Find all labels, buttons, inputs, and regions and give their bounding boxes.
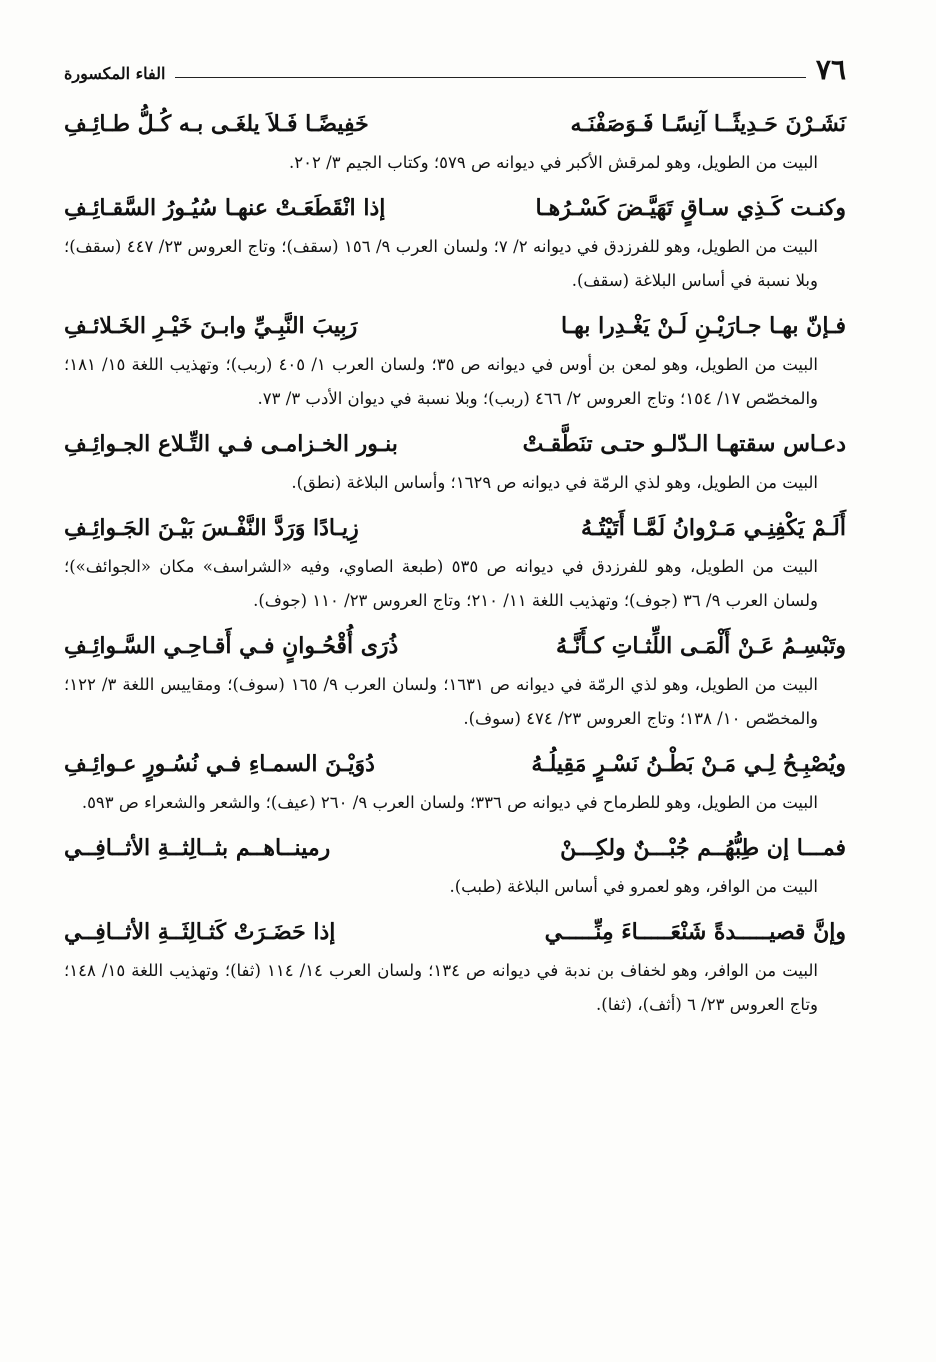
verse-entry <box>64 422 846 500</box>
verse-entry <box>64 186 846 298</box>
verse-second-hemistich: رمينــاهــم بثــالِثــةِ الأثــافِــي <box>64 835 331 861</box>
verse-first-hemistich: وتَبْسِـمُ عَـنْ أَلْمَـى اللِّثـاتِ كـأَنَّـهُ <box>556 633 846 659</box>
verse-second-hemistich: رَبِيبَ النَّبِـيِّ وابـنَ خَيْـرِ الخَـلائـفِ <box>64 313 358 339</box>
verse-line <box>64 304 846 348</box>
verse-first-hemistich: فمـــا إن طِبُّهُــم جُبْـــنٌ ولكِـــنْ <box>560 835 846 861</box>
verse-first-hemistich: وكنـت كَـذِي سـاقٍ تَهَيَّـضَ كَسْـرُهـا <box>535 195 846 221</box>
verse-line <box>64 102 846 146</box>
verse-first-hemistich: ويُصْبِـحُ لِـي مَـنْ بَطْـنُ نَسْـرٍ مَقِيلُـهُ <box>531 751 846 777</box>
verse-line <box>64 826 846 870</box>
verse-second-hemistich: بنـور الخـزامـى فـي التِّـلاع الجـوائِـفِ <box>64 431 398 457</box>
verse-line <box>64 186 846 230</box>
verse-entry <box>64 624 846 736</box>
verse-line <box>64 910 846 954</box>
verse-line <box>64 624 846 668</box>
verse-note: البيت من الطويل، وهو للطرماح في ديوانه ص ٣٣٦؛ ولسان العرب ٩/ ٢٦٠ (عيف)؛ والشعر والشعراء ص ٥٩٣. <box>81 793 818 812</box>
verse-first-hemistich: نَشَـرْنَ حَـدِيثًــا آنِسًـا فَـوَصَفْنَـه <box>570 111 846 137</box>
verse-note: البيت من الوافر، وهو لخفاف بن ندبة في ديوانه ص ١٣٤؛ ولسان العرب ١٤/ ١١٤ (ثفا)؛ وتهذيب اللغة ١٥/ ١٤٨؛ وتاج العروس ٢٣/ ٦ (أثف)، (ثفا). <box>64 961 818 1014</box>
verse-entry <box>64 910 846 1022</box>
verse-line <box>64 506 846 550</box>
verse-entry <box>64 102 846 180</box>
verse-entry <box>64 506 846 618</box>
verse-note: البيت من الطويل، وهو للفرزدق في ديوانه ٢/ ٧؛ ولسان العرب ٩/ ١٥٦ (سقف)؛ وتاج العروس ٢٣/ ٤٤٧ (سقف)؛ وبلا نسبة في أساس البلاغة (سقف). <box>64 237 818 290</box>
header-rule <box>175 77 805 78</box>
verse-first-hemistich: دعـاس سقتهـا الـدّلـو حتـى تنَطَّقـتْ <box>522 431 846 457</box>
verse-first-hemistich: وإنَّ قصيـــــدةً شَنْعَـــــاءَ مِنِّـــــي <box>544 919 846 945</box>
verse-first-hemistich: فـإنّ بهـا جـارَيْـنِ لَـنْ يَغْـدِرا بهـا <box>561 313 846 339</box>
verse-note: البيت من الطويل، وهو لذي الرمّة في ديوانه ص ١٦٢٩؛ وأساس البلاغة (نطق). <box>291 473 818 492</box>
verse-note: البيت من الطويل، وهو لمرقش الأكبر في ديوانه ص ٥٧٩؛ وكتاب الجيم ٣/ ٢٠٢. <box>289 153 818 172</box>
verse-second-hemistich: زِيـادًا وَرَدَّ النَّفْـسَ بَيْـنَ الجَـوائِـفِ <box>64 515 359 541</box>
verse-second-hemistich: إذا انْقَطَعَـتْ عنهـا سُيُـورُ السَّقـائِـفِ <box>64 195 386 221</box>
page-header <box>64 50 846 84</box>
verse-note: البيت من الوافر، وهو لعمرو في أساس البلاغة (طبب). <box>449 877 818 896</box>
verse-line <box>64 742 846 786</box>
verse-note: البيت من الطويل، وهو للفرزدق في ديوانه ص ٥٣٥ (طبعة الصاوي، وفيه «الشراسف» مكان «الجوائف»)؛ ولسان العرب ٩/ ٣٦ (جوف)؛ وتهذيب اللغة ١١/ ٢١٠؛ وتاج العروس ٢٣/ ١١٠ (جوف). <box>64 557 818 610</box>
verse-note: البيت من الطويل، وهو لمعن بن أوس في ديوانه ص ٣٥؛ ولسان العرب ١/ ٤٠٥ (ربب)؛ وتهذيب اللغة ١٥/ ١٨١؛ والمخصّص ١٧/ ١٥٤؛ وتاج العروس ٢/ ٤٦٦ (ربب)؛ وبلا نسبة في ديوان الأدب ٣/ ٧٣. <box>64 355 818 408</box>
verse-note: البيت من الطويل، وهو لذي الرمّة في ديوانه ص ١٦٣١؛ ولسان العرب ٩/ ١٦٥ (سوف)؛ ومقاييس اللغة ٣/ ١٢٢؛ والمخصّص ١٠/ ١٣٨؛ وتاج العروس ٢٣/ ٤٧٤ (سوف). <box>64 675 818 728</box>
verse-entry <box>64 304 846 416</box>
verse-second-hemistich: إذا حَضَـرَتْ كَثـالِثَــةِ الأثــافِــي <box>64 919 336 945</box>
verse-second-hemistich: دُوَيْـنَ السمـاءِ فـي نُسُـورٍ عـوائِـفِ <box>64 751 375 777</box>
verse-first-hemistich: أَلَـمْ يَكْفِنِـي مَـرْوانُ لَمَّـا أَتَيْتُـهُ <box>581 515 846 541</box>
verse-line <box>64 422 846 466</box>
verse-second-hemistich: خَفِيضًـا فَـلاَ يلغَـى بـه كُـلُّ طـائِـفِ <box>64 111 369 137</box>
verse-entry <box>64 826 846 904</box>
verse-second-hemistich: ذُرَى أُقْحُـوانٍ فـي أَقـاحِـي السَّـوائِـفِ <box>64 633 399 659</box>
running-title: الفاء المكسورة <box>64 64 166 83</box>
page-number: ٧٦ <box>815 53 846 86</box>
verse-entry <box>64 742 846 820</box>
